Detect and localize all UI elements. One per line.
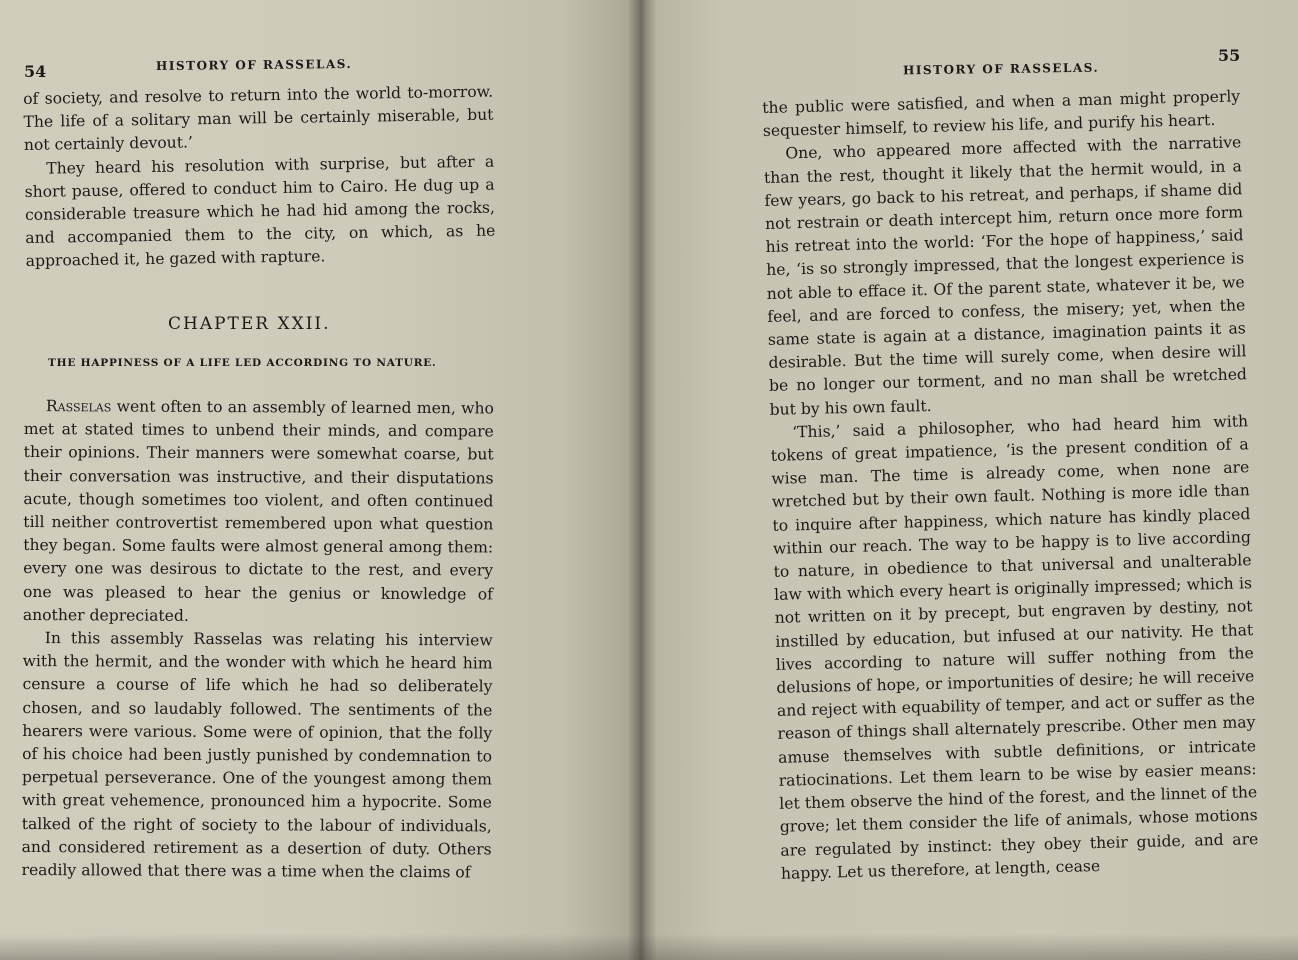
running-head-right: HISTORY OF RASSELAS. bbox=[902, 60, 1100, 78]
chapter-title: CHAPTER XXII. bbox=[168, 314, 331, 334]
paragraph: the public were satisfied, and when a man might properly sequester himself, to review his life, and purify his heart. bbox=[762, 87, 1241, 141]
right-text bbox=[762, 85, 1259, 885]
left-text-top bbox=[23, 81, 496, 274]
left-page bbox=[0, 0, 640, 960]
book-gutter bbox=[628, 0, 658, 960]
paragraph-text: went often to an assembly of learned men, who met at stated times to unbend their minds, and compare their opinions. Their manners were somewhat coarse, but their conversation was instructive, and their disputations acute, though sometimes too violent, and often continued till neither controvertist remembered upon what question they began. Some faults were almost general among them: every one was desirous to dictate to the rest, and every one was pleased to hear the genius or knowledge of another depreciated. bbox=[22, 397, 494, 625]
paragraph bbox=[23, 395, 494, 629]
paragraph: In this assembly Rasselas was relating his interview with the hermit, and the wonder with which he heard him censure a course of life which he had so deliberately chosen, and so laudably followed. The sentiments of the hearers were various. Some were of opinion, that the folly of his choice had been justly punished by condemnation to perpetual perseverance. One of the youngest among them with great vehemence, pronounced him a hypocrite. Some talked of the right of society to the labour of individuals, and considered retirement as a desertion of duty. Others readily allowed that there was a time when the claims of bbox=[21, 629, 493, 882]
page-bottom-shadow bbox=[0, 934, 1298, 960]
lead-word: Rasselas bbox=[45, 397, 112, 416]
running-head-left: HISTORY OF RASSELAS. bbox=[155, 56, 353, 74]
chapter-subtitle: THE HAPPINESS OF A LIFE LED ACCORDING TO NATURE. bbox=[48, 357, 437, 369]
paragraph: One, who appeared more affected with the narrative than the rest, thought it likely that the hermit would, in a few years, go back to his retreat, and perhaps, if shame did not restrain or death intercept him, return once more form his retreat into the world: ‘For the hope of happiness,’ said he, ‘is so strongly impressed, that the longest experience is not able to efface it. Of the parent state, whatever it be, we feel, and are forced to confess, the misery; yet, when the same state is again at a distance, imagination paints it as desirable. But the time will surely come, when desire will be no longer our torment, and no man shall be wretched but by his own fault. bbox=[763, 133, 1248, 419]
right-page bbox=[656, 0, 1298, 960]
paragraph: They heard his resolution with surprise, but after a short pause, offered to conduct him to Cairo. He dug up a considerable treasure which he had hid among the rocks, and accompanied them to the city, on which, as he approached it, he gazed with rapture. bbox=[24, 152, 496, 271]
paragraph: of society, and resolve to return into the world to-morrow. The life of a solitary man will be certainly miserable, but not certainly devout.’ bbox=[23, 82, 494, 155]
paragraph: ‘This,’ said a philosopher, who had heard him with tokens of great impatience, ‘is the present condition of a wise man. The time is already come, when none are wretched but by their own fault. Nothing is more idle than to inquire after happiness, which nature has kindly placed within our reach. The way to be happy is to live according to nature, in obedience to that universal and unalterable law with which every heart is originally impressed; which is not written on it by precept, but engraven by destiny, not instilled by education, but infused at our nativity. He that lives according to nature will suffer nothing from the delusions of hope, or importunities of desire; he will receive and reject with equability of temper, and act or suffer as the reason of things shall alternately prescribe. Other men may amuse themselves with subtle definitions, or intricate ratiocinations. Let them learn to be wise by easier means: let them observe the hind of the forest, and the linnet of the grove; let them consider the life of animals, whose motions are regulated by instinct: they obey their guide, and are happy. Let us therefore, at length, cease bbox=[770, 412, 1259, 883]
left-text-body bbox=[21, 395, 494, 885]
page-number-right: 55 bbox=[1218, 46, 1241, 65]
page-number-left: 54 bbox=[24, 62, 47, 81]
